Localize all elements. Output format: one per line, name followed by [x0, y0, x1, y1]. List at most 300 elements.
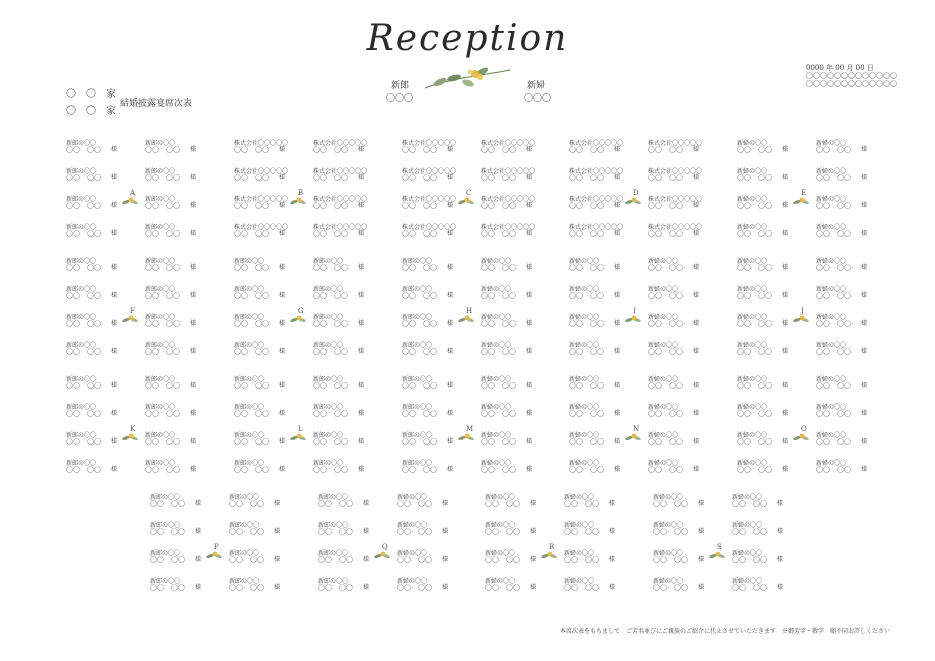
seat-affiliation: 新郎の〇〇	[150, 494, 181, 501]
seat-guest-name: 〇〇 〇〇	[234, 348, 269, 356]
seat	[145, 286, 215, 300]
seat-affiliation: 新婦の〇〇	[397, 494, 428, 501]
seat	[569, 404, 639, 418]
seat-affiliation: 新郎の〇〇	[313, 342, 344, 349]
seat	[66, 168, 136, 182]
honorific: 様	[777, 556, 784, 563]
family-name-2: 〇 〇 家	[66, 106, 116, 117]
seat	[653, 522, 723, 536]
seat-guest-name: 〇〇 〇〇	[150, 528, 185, 536]
honorific: 様	[782, 292, 789, 299]
seat-guest-name: 〇〇 〇〇	[145, 348, 180, 356]
seat	[229, 578, 299, 592]
seat-guest-name: 〇〇 〇〇	[648, 174, 683, 182]
seat-affiliation: 新郎の〇〇	[66, 140, 97, 147]
seat	[816, 168, 886, 182]
seat	[318, 578, 388, 592]
seat-affiliation: 株式会社〇〇〇〇〇	[648, 140, 703, 147]
seat	[397, 578, 467, 592]
honorific: 様	[861, 438, 868, 445]
honorific: 様	[111, 264, 118, 271]
honorific: 様	[195, 584, 202, 591]
honorific: 様	[693, 438, 700, 445]
honorific: 様	[698, 584, 705, 591]
seat-affiliation: 新郎の〇〇	[234, 432, 265, 439]
honorific: 様	[190, 174, 197, 181]
seat-guest-name: 〇〇 〇〇	[145, 410, 180, 418]
seat-affiliation: 新郎の〇〇	[145, 286, 176, 293]
seat	[145, 460, 215, 474]
seat	[234, 140, 304, 154]
seat-guest-name: 〇〇 〇〇	[569, 146, 604, 154]
seat	[145, 342, 215, 356]
honorific: 様	[526, 174, 533, 181]
seat	[648, 432, 718, 446]
seat-affiliation: 新婦の〇〇	[653, 550, 684, 557]
seat	[234, 460, 304, 474]
seat-guest-name: 〇〇 〇〇	[816, 146, 851, 154]
seat-guest-name: 〇〇 〇〇	[648, 438, 683, 446]
seat-affiliation: 新郎の〇〇	[145, 432, 176, 439]
seat-guest-name: 〇〇 〇〇	[816, 292, 851, 300]
seat-guest-name: 〇〇 〇〇	[737, 230, 772, 238]
table-label: D	[633, 189, 639, 197]
honorific: 様	[447, 174, 454, 181]
seat	[145, 140, 215, 154]
seat-affiliation: 新郎の〇〇	[66, 432, 97, 439]
seat-affiliation: 新郎の〇〇	[402, 432, 433, 439]
seat-affiliation: 新婦の〇〇	[569, 314, 600, 321]
page-title: Reception	[366, 18, 569, 59]
seat-affiliation: 新婦の〇〇	[732, 494, 763, 501]
seat	[732, 550, 802, 564]
seat	[145, 314, 215, 328]
seat-affiliation: 株式会社〇〇〇〇〇	[234, 196, 289, 203]
seat-guest-name: 〇〇 〇〇	[485, 528, 520, 536]
wedding-date: 0000 年 00 月 00 日	[806, 64, 874, 72]
seat-guest-name: 〇〇 〇〇	[648, 146, 683, 154]
honorific: 様	[447, 466, 454, 473]
table-label: M	[466, 425, 474, 433]
seat-affiliation: 株式会社〇〇〇〇〇	[569, 140, 624, 147]
honorific: 様	[614, 174, 621, 181]
seat-affiliation: 新郎の〇〇	[150, 578, 181, 585]
seat-affiliation: 株式会社〇〇〇〇〇	[402, 168, 457, 175]
seat-guest-name: 〇〇 〇〇	[648, 410, 683, 418]
honorific: 様	[609, 528, 616, 535]
seat-guest-name: 〇〇 〇〇	[145, 202, 180, 210]
table-label: L	[298, 425, 303, 433]
seat-affiliation: 新婦の〇〇	[485, 522, 516, 529]
seat-guest-name: 〇〇 〇〇	[313, 174, 348, 182]
seat-affiliation: 新婦の〇〇	[648, 376, 679, 383]
honorific: 様	[530, 528, 537, 535]
seat-affiliation: 新婦の〇〇	[481, 432, 512, 439]
honorific: 様	[861, 230, 868, 237]
honorific: 様	[530, 584, 537, 591]
seat	[648, 140, 718, 154]
seat	[648, 286, 718, 300]
honorific: 様	[190, 438, 197, 445]
seat-guest-name: 〇〇 〇〇	[569, 230, 604, 238]
honorific: 様	[279, 174, 286, 181]
seat	[234, 342, 304, 356]
honorific: 様	[693, 230, 700, 237]
honorific: 様	[530, 500, 537, 507]
table-label: Q	[382, 543, 388, 551]
honorific: 様	[447, 264, 454, 271]
honorific: 様	[526, 264, 533, 271]
seat	[569, 168, 639, 182]
honorific: 様	[190, 230, 197, 237]
honorific: 様	[693, 382, 700, 389]
seat	[485, 522, 555, 536]
seat-guest-name: 〇〇 〇〇	[481, 438, 516, 446]
honorific: 様	[195, 556, 202, 563]
honorific: 様	[698, 528, 705, 535]
seat-guest-name: 〇〇 〇〇	[234, 146, 269, 154]
honorific: 様	[609, 584, 616, 591]
table-flower-icon	[122, 314, 138, 324]
seat-guest-name: 〇〇 〇〇	[145, 146, 180, 154]
seat-affiliation: 新婦の〇〇	[648, 404, 679, 411]
seat-affiliation: 新婦の〇〇	[648, 460, 679, 467]
honorific: 様	[526, 202, 533, 209]
seat-affiliation: 株式会社〇〇〇〇〇	[648, 196, 703, 203]
seat-affiliation: 新郎の〇〇	[66, 224, 97, 231]
honorific: 様	[358, 292, 365, 299]
seat-affiliation: 新婦の〇〇	[816, 224, 847, 231]
honorific: 様	[614, 292, 621, 299]
seat	[737, 286, 807, 300]
honorific: 様	[447, 146, 454, 153]
seat-guest-name: 〇〇 〇〇	[313, 348, 348, 356]
seat	[737, 342, 807, 356]
seat-guest-name: 〇〇 〇〇	[150, 556, 185, 564]
seat-affiliation: 新婦の〇〇	[569, 376, 600, 383]
seat	[234, 286, 304, 300]
seat-guest-name: 〇〇 〇〇	[313, 320, 348, 328]
seat	[653, 494, 723, 508]
seat-affiliation: 新婦の〇〇	[485, 578, 516, 585]
seat-affiliation: 株式会社〇〇〇〇〇	[234, 224, 289, 231]
seat-guest-name: 〇〇 〇〇	[481, 202, 516, 210]
honorific: 様	[693, 202, 700, 209]
honorific: 様	[526, 230, 533, 237]
seat-affiliation: 新婦の〇〇	[569, 286, 600, 293]
seat-affiliation: 株式会社〇〇〇〇〇	[402, 196, 457, 203]
seat	[737, 224, 807, 238]
honorific: 様	[861, 320, 868, 327]
seat-affiliation: 新郎の〇〇	[234, 460, 265, 467]
honorific: 様	[693, 174, 700, 181]
honorific: 様	[111, 382, 118, 389]
seat-guest-name: 〇〇 〇〇	[313, 438, 348, 446]
seat	[816, 224, 886, 238]
honorific: 様	[274, 500, 281, 507]
seat-guest-name: 〇〇 〇〇	[66, 410, 101, 418]
honorific: 様	[111, 202, 118, 209]
seat	[150, 578, 220, 592]
seat-affiliation: 新郎の〇〇	[313, 376, 344, 383]
seat-guest-name: 〇〇 〇〇	[66, 264, 101, 272]
seat-affiliation: 新郎の〇〇	[402, 258, 433, 265]
seat-affiliation: 新郎の〇〇	[229, 522, 260, 529]
seat-guest-name: 〇〇 〇〇	[481, 230, 516, 238]
seat-affiliation: 新郎の〇〇	[318, 522, 349, 529]
seat-affiliation: 新婦の〇〇	[737, 404, 768, 411]
seat-guest-name: 〇〇 〇〇	[234, 320, 269, 328]
seat-affiliation: 新婦の〇〇	[648, 314, 679, 321]
table-N	[569, 376, 737, 476]
table-label: E	[801, 189, 807, 197]
honorific: 様	[782, 466, 789, 473]
honorific: 様	[526, 410, 533, 417]
seat	[402, 140, 472, 154]
honorific: 様	[195, 500, 202, 507]
seat	[229, 522, 299, 536]
table-I	[569, 258, 737, 358]
table-S	[653, 494, 821, 594]
seat-affiliation: 新郎の〇〇	[318, 578, 349, 585]
seat-guest-name: 〇〇 〇〇	[229, 556, 264, 564]
seat-affiliation: 新郎の〇〇	[145, 314, 176, 321]
honorific: 様	[609, 556, 616, 563]
honorific: 様	[279, 438, 286, 445]
seat	[653, 578, 723, 592]
seat-affiliation: 新婦の〇〇	[653, 494, 684, 501]
table-label: H	[466, 307, 473, 315]
seat-guest-name: 〇〇 〇〇	[145, 264, 180, 272]
seat	[569, 460, 639, 474]
seat	[318, 522, 388, 536]
seat-affiliation: 新婦の〇〇	[481, 314, 512, 321]
honorific: 様	[363, 556, 370, 563]
seat-guest-name: 〇〇 〇〇	[234, 438, 269, 446]
seat-guest-name: 〇〇 〇〇	[737, 410, 772, 418]
seat-guest-name: 〇〇 〇〇	[66, 438, 101, 446]
seat-guest-name: 〇〇 〇〇	[485, 500, 520, 508]
seat-affiliation: 新婦の〇〇	[564, 494, 595, 501]
seat-affiliation: 新婦の〇〇	[737, 196, 768, 203]
seat	[397, 494, 467, 508]
table-A	[66, 140, 234, 240]
table-label: R	[549, 543, 555, 551]
seat-guest-name: 〇〇 〇〇	[234, 202, 269, 210]
seat	[313, 314, 383, 328]
seat-affiliation: 新婦の〇〇	[737, 376, 768, 383]
seat-affiliation: 新郎の〇〇	[313, 404, 344, 411]
seat-guest-name: 〇〇 〇〇	[234, 410, 269, 418]
seat-guest-name: 〇〇 〇〇	[313, 410, 348, 418]
table-H	[402, 258, 570, 358]
table-D	[569, 140, 737, 240]
honorific: 様	[614, 320, 621, 327]
honorific: 様	[279, 202, 286, 209]
seat-affiliation: 株式会社〇〇〇〇〇	[648, 224, 703, 231]
seat-guest-name: 〇〇 〇〇	[397, 584, 432, 592]
seat-guest-name: 〇〇 〇〇	[145, 320, 180, 328]
seat-affiliation: 新郎の〇〇	[145, 404, 176, 411]
honorific: 様	[111, 174, 118, 181]
seat-guest-name: 〇〇 〇〇	[816, 320, 851, 328]
honorific: 様	[190, 292, 197, 299]
seat-affiliation: 新婦の〇〇	[816, 314, 847, 321]
seat	[313, 432, 383, 446]
seat-guest-name: 〇〇 〇〇	[653, 528, 688, 536]
table-flower-icon	[541, 550, 557, 560]
seat-affiliation: 新郎の〇〇	[313, 432, 344, 439]
honorific: 様	[358, 410, 365, 417]
seat-affiliation: 新郎の〇〇	[66, 314, 97, 321]
honorific: 様	[447, 202, 454, 209]
seat-guest-name: 〇〇 〇〇	[313, 202, 348, 210]
seat-guest-name: 〇〇 〇〇	[481, 264, 516, 272]
seat-affiliation: 新婦の〇〇	[816, 258, 847, 265]
honorific: 様	[111, 146, 118, 153]
seat-affiliation: 新郎の〇〇	[234, 258, 265, 265]
honorific: 様	[274, 556, 281, 563]
seat-affiliation: 新郎の〇〇	[66, 342, 97, 349]
seat-affiliation: 新婦の〇〇	[816, 460, 847, 467]
honorific: 様	[614, 230, 621, 237]
seat-guest-name: 〇〇 〇〇	[816, 438, 851, 446]
seat-guest-name: 〇〇 〇〇	[66, 174, 101, 182]
seat	[150, 522, 220, 536]
seat	[66, 224, 136, 238]
seat-guest-name: 〇〇 〇〇	[481, 410, 516, 418]
date-line-3: 〇〇〇〇〇〇〇〇〇〇〇〇〇	[806, 80, 897, 88]
seat-affiliation: 新婦の〇〇	[816, 196, 847, 203]
seat-affiliation: 新婦の〇〇	[648, 286, 679, 293]
seat-guest-name: 〇〇 〇〇	[737, 174, 772, 182]
seat-guest-name: 〇〇 〇〇	[397, 528, 432, 536]
seat	[313, 258, 383, 272]
honorific: 様	[782, 230, 789, 237]
seat-affiliation: 新婦の〇〇	[653, 578, 684, 585]
seat	[402, 342, 472, 356]
seat-affiliation: 新郎の〇〇	[150, 522, 181, 529]
seat	[481, 286, 551, 300]
seat-affiliation: 新婦の〇〇	[481, 404, 512, 411]
seat	[313, 460, 383, 474]
seat-affiliation: 新郎の〇〇	[66, 286, 97, 293]
seat	[737, 168, 807, 182]
honorific: 様	[274, 528, 281, 535]
seat	[816, 196, 886, 210]
seat-affiliation: 株式会社〇〇〇〇〇	[648, 168, 703, 175]
seat-affiliation: 新郎の〇〇	[402, 376, 433, 383]
honorific: 様	[526, 382, 533, 389]
table-label: S	[717, 543, 722, 551]
seat	[313, 376, 383, 390]
honorific: 様	[861, 292, 868, 299]
seat	[648, 342, 718, 356]
honorific: 様	[190, 146, 197, 153]
seat-guest-name: 〇〇 〇〇	[313, 264, 348, 272]
seat-affiliation: 新婦の〇〇	[648, 342, 679, 349]
seat-guest-name: 〇〇 〇〇	[402, 146, 437, 154]
seat-guest-name: 〇〇 〇〇	[66, 230, 101, 238]
seat-guest-name: 〇〇 〇〇	[402, 202, 437, 210]
seat-guest-name: 〇〇 〇〇	[481, 292, 516, 300]
table-E	[737, 140, 905, 240]
seat-guest-name: 〇〇 〇〇	[229, 584, 264, 592]
bride-label: 新婦	[527, 81, 546, 91]
honorific: 様	[111, 348, 118, 355]
seat-guest-name: 〇〇 〇〇	[569, 382, 604, 390]
seat-guest-name: 〇〇 〇〇	[648, 202, 683, 210]
seat-guest-name: 〇〇 〇〇	[66, 292, 101, 300]
honorific: 様	[442, 528, 449, 535]
seat-guest-name: 〇〇 〇〇	[145, 292, 180, 300]
seat-affiliation: 新婦の〇〇	[737, 460, 768, 467]
seat	[402, 224, 472, 238]
seat	[66, 342, 136, 356]
seat-affiliation: 新婦の〇〇	[816, 286, 847, 293]
honorific: 様	[526, 466, 533, 473]
seat	[648, 196, 718, 210]
seat	[569, 286, 639, 300]
table-J	[737, 258, 905, 358]
seat	[816, 432, 886, 446]
groom-name: 〇〇〇	[386, 94, 414, 104]
seat-guest-name: 〇〇 〇〇	[481, 146, 516, 154]
seat-affiliation: 新婦の〇〇	[816, 342, 847, 349]
seat-guest-name: 〇〇 〇〇	[397, 556, 432, 564]
seat-affiliation: 新婦の〇〇	[737, 286, 768, 293]
seat	[145, 168, 215, 182]
seat-affiliation: 新郎の〇〇	[66, 196, 97, 203]
honorific: 様	[358, 382, 365, 389]
honorific: 様	[861, 348, 868, 355]
seat-guest-name: 〇〇 〇〇	[234, 382, 269, 390]
seat	[66, 140, 136, 154]
seat-guest-name: 〇〇 〇〇	[234, 292, 269, 300]
table-label: B	[298, 189, 304, 197]
honorific: 様	[526, 348, 533, 355]
seat-guest-name: 〇〇 〇〇	[569, 292, 604, 300]
seat-affiliation: 新婦の〇〇	[737, 258, 768, 265]
seat	[816, 286, 886, 300]
seat-affiliation: 新郎の〇〇	[66, 168, 97, 175]
seat-affiliation: 株式会社〇〇〇〇〇	[313, 224, 368, 231]
seat-affiliation: 新婦の〇〇	[569, 342, 600, 349]
honorific: 様	[363, 500, 370, 507]
honorific: 様	[442, 500, 449, 507]
table-flower-icon	[793, 432, 809, 442]
table-G	[234, 258, 402, 358]
seat	[481, 140, 551, 154]
honorific: 様	[861, 202, 868, 209]
honorific: 様	[358, 438, 365, 445]
seat	[732, 578, 802, 592]
seat-affiliation: 株式会社〇〇〇〇〇	[569, 224, 624, 231]
seat	[564, 550, 634, 564]
seat	[66, 286, 136, 300]
honorific: 様	[279, 348, 286, 355]
seat-guest-name: 〇〇 〇〇	[402, 438, 437, 446]
seat	[66, 404, 136, 418]
seat-affiliation: 新郎の〇〇	[402, 342, 433, 349]
seat	[313, 140, 383, 154]
table-O	[737, 376, 905, 476]
date-block	[806, 64, 897, 88]
seat	[66, 258, 136, 272]
seat	[737, 460, 807, 474]
seat-guest-name: 〇〇 〇〇	[648, 320, 683, 328]
honorific: 様	[190, 202, 197, 209]
